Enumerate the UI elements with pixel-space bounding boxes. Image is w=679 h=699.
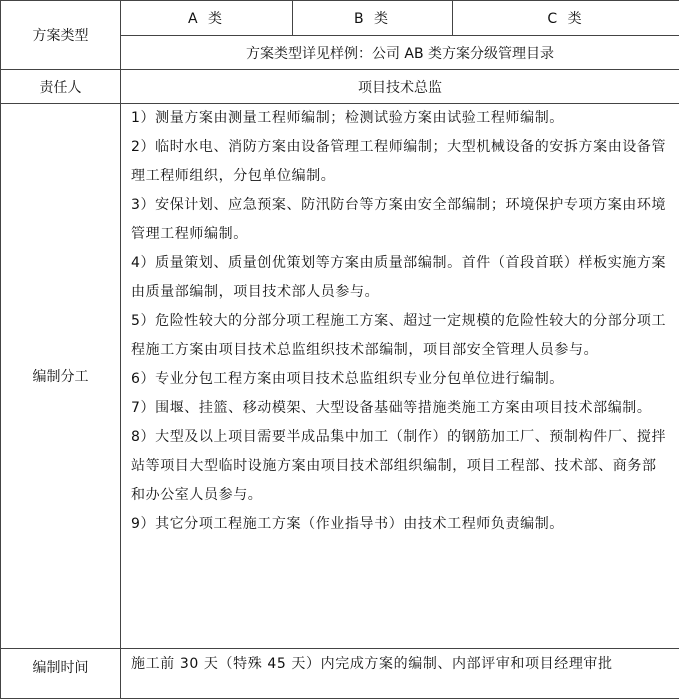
division-content bbox=[121, 104, 679, 649]
division-item: 4）质量策划、质量创优策划等方案由质量部编制。首件（首段首联）样板实施方案由质量部编制，项目技术部人员参与。 bbox=[131, 249, 671, 307]
responsible-label: 责任人 bbox=[1, 70, 121, 104]
responsible-value: 项目技术总监 bbox=[121, 70, 679, 104]
division-row bbox=[1, 104, 679, 649]
division-item: 3）安保计划、应急预案、防汛防台等方案由安全部编制；环境保护专项方案由环境管理工程师编制。 bbox=[131, 191, 671, 249]
division-item: 6）专业分包工程方案由项目技术总监组织专业分包单位进行编制。 bbox=[131, 365, 671, 394]
division-item: 8）大型及以上项目需要半成品集中加工（制作）的钢筋加工厂、预制构件厂、搅拌站等项目大型临时设施方案由项目技术部组织编制，项目工程部、技术部、商务部和办公室人员参与。 bbox=[131, 423, 671, 510]
division-item: 9）其它分项工程施工方案（作业指导书）由技术工程师负责编制。 bbox=[131, 510, 671, 539]
division-item: 5）危险性较大的分部分项工程施工方案、超过一定规模的危险性较大的分部分项工程施工方案由项目技术总监组织技术部编制，项目部安全管理人员参与。 bbox=[131, 307, 671, 365]
time-label: 编制时间 bbox=[1, 649, 121, 699]
plan-type-row-top bbox=[1, 1, 679, 36]
category-b: B 类 bbox=[293, 1, 453, 36]
division-item: 7）围堰、挂篮、移动模架、大型设备基础等措施类施工方案由项目技术部编制。 bbox=[131, 394, 671, 423]
division-label: 编制分工 bbox=[1, 104, 121, 649]
division-item: 2）临时水电、消防方案由设备管理工程师编制；大型机械设备的安拆方案由设备管理工程师组织，分包单位编制。 bbox=[131, 133, 671, 191]
category-a: A 类 bbox=[121, 1, 293, 36]
plan-type-note: 方案类型详见样例：公司 AB 类方案分级管理目录 bbox=[121, 36, 679, 70]
responsible-row bbox=[1, 70, 679, 104]
division-item: 1）测量方案由测量工程师编制；检测试验方案由试验工程师编制。 bbox=[131, 104, 671, 133]
category-c: C 类 bbox=[453, 1, 679, 36]
time-value: 施工前 30 天（特殊 45 天）内完成方案的编制、内部评审和项目经理审批 bbox=[121, 649, 679, 699]
plan-type-label: 方案类型 bbox=[1, 1, 121, 70]
time-row bbox=[1, 649, 679, 699]
